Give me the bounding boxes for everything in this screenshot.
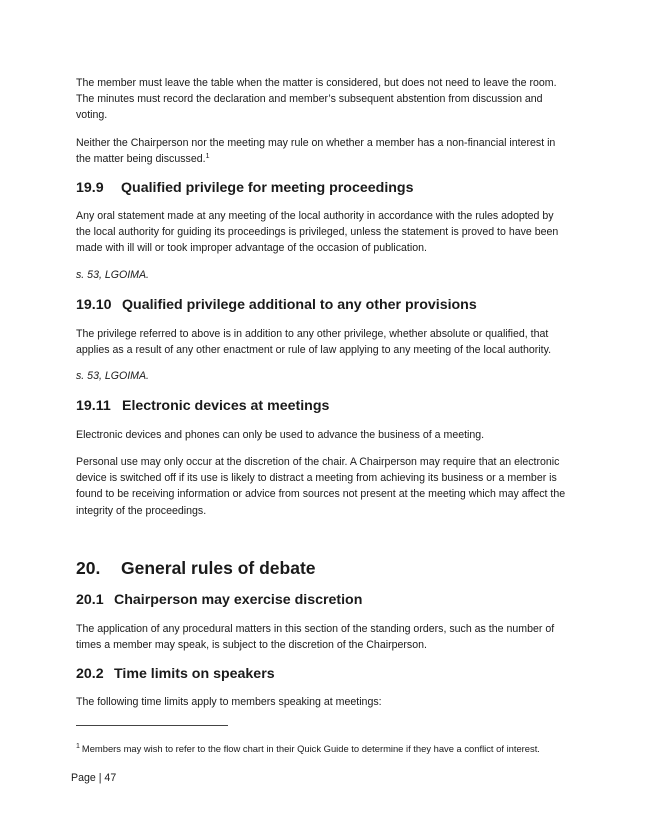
section-number: 19.11 xyxy=(76,398,111,414)
paragraph-member-leave-table: The member must leave the table when the matter is considered, but does not need to leave the room. The minutes must record the declaration and member’s subsequent abstention from discussion and voting. xyxy=(76,77,557,122)
section-body-20-1: The application of any procedural matters in this section of the standing orders, such as the number of times a member may speak, is subject to the discretion of the Chairperson. xyxy=(76,623,555,652)
footnote xyxy=(76,742,596,755)
section-body-19-10: The privilege referred to above is in addition to any other privilege, whether absolute or qualified, that applies as a result of any other enactment or rule of law applying to any meeting of the local authority. xyxy=(76,328,552,357)
page-label: Page xyxy=(71,772,96,784)
section-title: Time limits on speakers xyxy=(114,666,275,682)
section-heading-19-10 xyxy=(76,296,576,314)
page-number-footer xyxy=(71,771,116,785)
section-body-19-11-a: Electronic devices and phones can only be used to advance the business of a meeting. xyxy=(76,429,485,441)
footnote-reference: 1 xyxy=(205,153,210,161)
section-number: 19.9 xyxy=(76,180,104,196)
citation-19-10: s. 53, LGOIMA. xyxy=(76,370,150,382)
section-title: Electronic devices at meetings xyxy=(122,398,330,414)
section-body-20-2: The following time limits apply to members speaking at meetings: xyxy=(76,696,382,708)
section-heading-20-2 xyxy=(76,665,576,683)
chapter-number: 20. xyxy=(76,558,101,578)
footnote-text: Members may wish to refer to the flow chart in their Quick Guide to determine if they have a conflict of interest. xyxy=(81,743,540,754)
paragraph-non-financial-interest xyxy=(76,135,566,167)
page-number: 47 xyxy=(104,772,117,784)
section-heading-19-11 xyxy=(76,397,576,415)
chapter-title: General rules of debate xyxy=(121,558,316,578)
page-separator: | xyxy=(98,772,102,784)
section-number: 20.2 xyxy=(76,666,104,682)
section-body-19-9: Any oral statement made at any meeting of the local authority in accordance with the rules adopted by the local authority for guiding its proceedings is privileged, unless the statement is proved to have been made with ill will or took improper advantage of the occasion of publication. xyxy=(76,210,559,255)
section-heading-19-9 xyxy=(76,179,576,197)
footnote-divider xyxy=(76,725,228,726)
paragraph-text: Neither the Chairperson nor the meeting may rule on whether a member has a non-financial interest in the matter being discussed. xyxy=(76,137,556,166)
section-heading-20-1 xyxy=(76,591,576,609)
section-title: Chairperson may exercise discretion xyxy=(114,592,363,608)
chapter-heading-20 xyxy=(76,557,576,579)
citation-19-9: s. 53, LGOIMA. xyxy=(76,269,150,281)
section-title: Qualified privilege additional to any other provisions xyxy=(122,297,477,313)
section-title: Qualified privilege for meeting proceedings xyxy=(121,180,414,196)
section-number: 20.1 xyxy=(76,592,104,608)
section-body-19-11-b: Personal use may only occur at the discretion of the chair. A Chairperson may require that an electronic device is switched off if its use is likely to distract a meeting from achieving its business or a member is found to be receiving information or advice from sources not present at the meeting which may affect the integrity of the proceedings. xyxy=(76,456,566,517)
footnote-marker: 1 xyxy=(76,743,80,750)
section-number: 19.10 xyxy=(76,297,112,313)
